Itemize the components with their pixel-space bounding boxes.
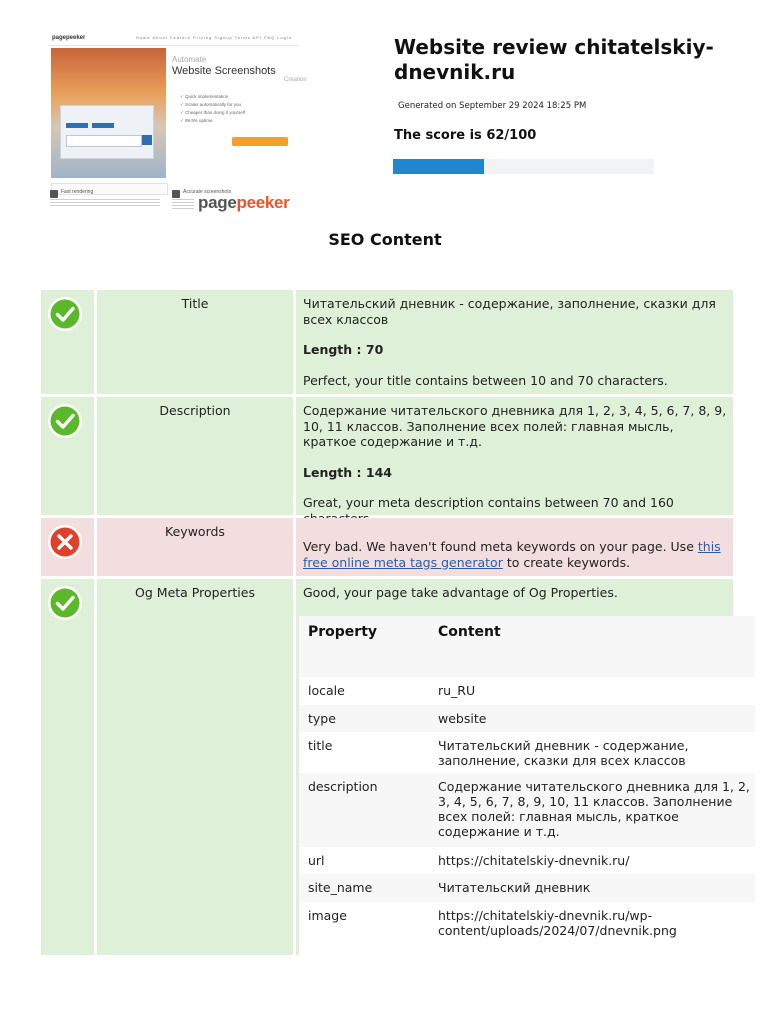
title-length: Length : 70 [303,342,384,357]
status-cell [41,518,94,576]
status-cell [41,579,94,955]
score-bar-fill [393,159,484,174]
og-header-content: Content [438,624,501,640]
thumbnail-nav [48,33,298,46]
row-name: Description [159,403,231,418]
seo-row-description [41,397,733,515]
thumbnail-hero-panel [60,105,154,159]
og-content: https://chitatelskiy-dnevnik.ru/wp-content/uploads/2024/07/dnevnik.png [438,908,677,938]
row-name: Keywords [165,524,225,539]
row-body-cell [296,518,733,576]
og-content: Читательский дневник - содержание, заполнение, сказки для всех классов [438,738,689,768]
description-verdict: Great, your meta description contains between 70 and 160 [303,495,674,510]
check-icon [47,585,83,621]
table-row [299,874,755,902]
table-row [299,773,755,847]
section-title: SEO Content [328,230,442,249]
table-row [299,732,755,773]
og-property: image [308,908,347,923]
thumbnail-nav-links: Home About Feature Pricing Signup Terms API FAQ Login [135,35,292,40]
table-row [299,847,755,874]
row-name: Og Meta Properties [135,585,255,600]
thumbnail-headline: Website Screenshots [172,65,276,77]
title-verdict: Perfect, your title contains between 10 and 70 characters. [303,372,668,388]
thumbnail-logo: pagepeeker [52,35,86,41]
og-property: url [308,853,325,868]
thumbnail-bottom-left: Fast rendering [61,189,94,195]
score-text: The score is 62/100 [394,128,537,143]
row-name: Title [181,296,209,311]
og-properties-table [299,616,755,955]
thumbnail-headline-small: Automate [172,55,207,64]
table-row [299,677,755,705]
og-content: https://chitatelskiy-dnevnik.ru/ [438,853,630,868]
og-table-header [299,616,755,677]
thumbnail-hero-button [66,123,88,128]
row-name-cell [97,290,293,394]
check-icon [47,403,83,439]
description-length: Length : 144 [303,464,392,480]
pagepeeker-logo: pagepeeker [198,193,290,212]
thumbnail-feature: ✓ Cheaper than doing it yourself [180,110,246,115]
thumbnail-hero-input [66,135,142,147]
thumbnail-bottom-text-lines [50,199,160,208]
site-thumbnail [48,33,307,213]
keywords-text-tail: to create keywords. [502,554,631,570]
row-name-cell [97,518,293,576]
row-body-cell [296,397,733,515]
table-row [299,705,755,732]
thumbnail-feature: ✓ 99.9% uptime [180,118,213,123]
target-icon [172,190,180,198]
row-body [303,296,727,403]
seo-row-title [41,290,733,394]
og-property: type [308,711,336,726]
title-value: Читательский дневник - содержание, заполнение, сказки для всех классов [303,296,716,327]
generated-date: Generated on September 29 2024 18:25 PM [398,101,587,111]
row-name-cell [97,397,293,515]
keywords-text: Very bad. We haven't found meta keywords on your page. Use [303,539,698,554]
og-content: website [438,711,487,726]
meta-tags-generator-link[interactable]: this free online meta tags generator [303,539,721,570]
og-property: description [308,779,378,794]
description-value: Содержание читательского дневника для 1, 2, 3, 4, 5, 6, 7, 8, 9, 10, 11 классов. Заполнение всех полей: главная мысль, краткое содержание и т.д. [303,403,727,449]
thumbnail-cta [232,137,288,146]
seo-row-keywords [41,518,733,576]
thumbnail-hero-go [142,135,152,145]
thumbnail-bottom-text-lines [172,199,194,211]
seo-row-og [41,579,750,955]
score-bar [393,159,654,174]
og-property: site_name [308,880,373,895]
og-content: ru_RU [438,683,476,698]
og-property: locale [308,683,345,698]
thumbnail-features [180,93,245,125]
status-cell [41,397,94,515]
thumbnail-feature: ✓ Quick implementation [180,94,229,99]
row-name-cell [97,579,293,955]
status-cell [41,290,94,394]
thumbnail-bottom-right: Accurate screenshots [183,189,232,195]
thumbnail-hero-button [92,123,114,128]
page-title: Website review chitatelskiy-dnevnik.ru [394,35,714,84]
cross-icon [47,524,83,560]
row-body-cell [296,290,733,394]
og-content: Читательский дневник [438,880,591,895]
thumbnail-feature: ✓ Scales automatically for you [180,102,242,107]
check-icon [47,296,83,332]
og-text: Good, your page take advantage of Og Properties. [303,585,618,600]
row-body [303,539,727,570]
row-body-cell [296,579,750,955]
rocket-icon [50,190,58,198]
og-content: Содержание читательского дневника для 1, 2, 3, 4, 5, 6, 7, 8, 9, 10, 11 классов. Заполнение всех полей: главная мысль, краткое содержание и т.д. [438,779,750,839]
og-header-property: Property [308,624,378,640]
og-property: title [308,738,333,753]
thumbnail-headline-tail: Creation [284,77,307,83]
table-row [299,902,755,955]
